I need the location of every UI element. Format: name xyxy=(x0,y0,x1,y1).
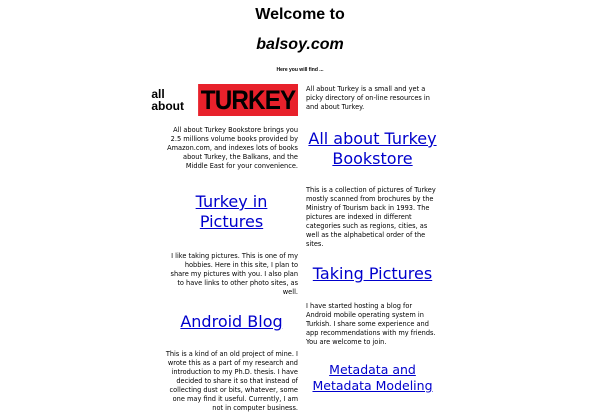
android-blog-description: I have started hosting a blog for Android mobile operating system in Turkish. I share some experience and app recommendations with my friends. You are welcome to join. xyxy=(306,302,436,346)
bookstore-link[interactable]: All about Turkey Bookstore xyxy=(308,129,437,168)
logo-cell xyxy=(151,80,302,124)
logo-word-turkey: TURKEY xyxy=(198,84,298,116)
taking-pictures-desc-cell xyxy=(165,250,302,300)
bookstore-description: All about Turkey Bookstore brings you 2.5 millions volume books provided by Amazon.com, and indexes lots of books about Turkey, the Balkans, and the Middle East for your convenience. xyxy=(167,126,298,170)
content-grid xyxy=(151,80,440,412)
all-about-turkey-description: All about Turkey is a small and yet a picky directory of on-line resources in and about Turkey. xyxy=(306,85,430,111)
metadata-description: This is a kind of an old project of mine. I wrote this as a part of my research and introduction to my Ph.D. thesis. I have decided to share it so that instead of collecting dust or bits, whatever, some one may find it useful. Currently, I am not in computer business. xyxy=(165,350,298,412)
bookstore-link-cell xyxy=(302,124,439,184)
all-about-turkey-desc-cell xyxy=(302,80,439,124)
bookstore-desc-cell xyxy=(165,124,302,184)
page-title-site-name: balsoy.com xyxy=(256,36,344,53)
logo-word-all: all xyxy=(151,87,165,101)
row-turkey-in-pictures xyxy=(165,184,440,250)
turkey-in-pictures-link-cell xyxy=(165,184,302,250)
logo-small-words xyxy=(151,88,184,112)
taking-pictures-link-cell xyxy=(302,250,439,300)
metadata-desc-cell xyxy=(165,346,302,412)
android-blog-link-cell xyxy=(165,300,302,346)
android-blog-link[interactable]: Android Blog xyxy=(180,312,283,331)
taking-pictures-description: I like taking pictures. This is one of my hobbies. Here in this site, I plan to share my pictures with you. I also plan to have links to other photo sites, as well. xyxy=(170,252,298,296)
row-metadata xyxy=(165,346,440,412)
row-all-about-turkey xyxy=(151,80,440,124)
turkey-in-pictures-description: This is a collection of pictures of Turkey mostly scanned from brochures by the Ministry of Tourism back in 1993. The pictures are indexed in different categories such as regions, cities, as well as the alphabetical order of the sites. xyxy=(306,186,436,248)
row-android-blog xyxy=(165,300,440,346)
page-title-welcome: Welcome to xyxy=(255,6,345,23)
turkey-in-pictures-desc-cell xyxy=(302,184,439,250)
row-taking-pictures xyxy=(165,250,440,300)
logo-word-about: about xyxy=(151,99,184,113)
taking-pictures-link[interactable]: Taking Pictures xyxy=(312,264,433,283)
page-subtitle: Here you will find ... xyxy=(276,67,324,73)
metadata-link[interactable]: Metadata and Metadata Modeling xyxy=(312,362,433,393)
row-bookstore xyxy=(165,124,440,184)
android-blog-desc-cell xyxy=(302,300,439,346)
metadata-link-cell xyxy=(302,346,439,406)
all-about-turkey-logo[interactable] xyxy=(151,83,298,117)
turkey-in-pictures-link[interactable]: Turkey in Pictures xyxy=(195,192,268,231)
